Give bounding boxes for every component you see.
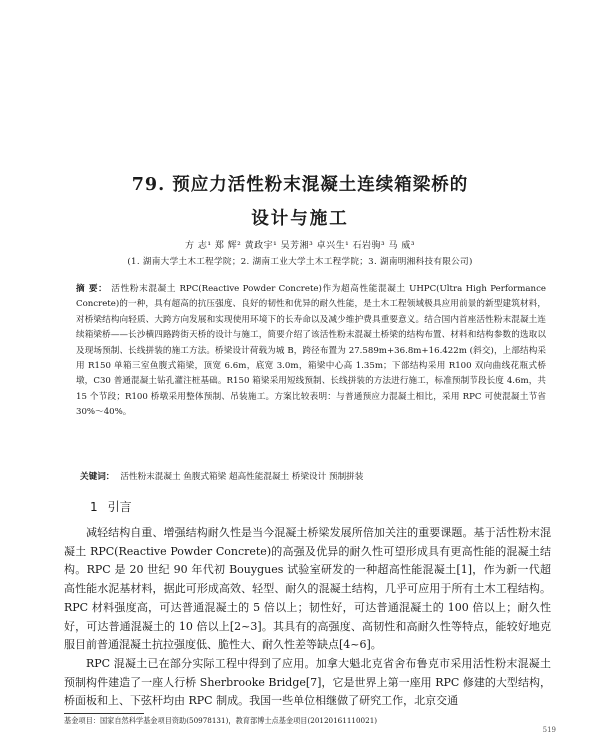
abstract-label: 摘 要： xyxy=(76,284,108,294)
page-number: 519 xyxy=(542,726,556,734)
abstract xyxy=(76,282,546,421)
abstract-text: 活性粉末混凝土 RPC(Reactive Powder Concrete)作为超高性能混凝土 UHPC(Ultra High Performance Concrete)的一种，具有超高的抗压强度、良好的韧性和优异的耐久性能，是土木工程领域极具应用前景的新型建筑材料，对桥梁结构向轻质、大跨方向发展和实现使用环境下的长寿命以及减少维护费具重要意义。结合国内首座活性粉末混凝土连续箱梁桥——长沙横四路跨街天桥的设计与施工，简要介绍了该活性粉末混凝土桥梁的结构布置、材料和结构参数的选取以及现场预制、长线拼装的施工方法。桥梁设计荷载为城 B，跨径布置为 27.589m+36.8m+16.422m (斜交)，上部结构采用 R150 单箱三室鱼腹式箱梁，顶宽 6.6m，底宽 3.0m，箱梁中心高 1.35m；下部结构采用 R100 双向曲线花瓶式桥墩，C30 普通混凝土钻孔灌注桩基础。R150 箱梁采用短线预制、长线拼装的方法进行施工，标准预制节段长度 4.6m，共 15 个节段；R100 桥墩采用整体预制、吊装施工。方案比较表明：与普通预应力混凝土相比，采用 RPC 可使混凝土节省 30%～40%。 xyxy=(76,284,546,418)
section-number: 1 xyxy=(90,500,98,514)
footnote-divider xyxy=(64,713,144,714)
paragraph: 减轻结构自重、增强结构耐久性是当今混凝土桥梁发展所倍加关注的重要课题。基于活性粉末混凝土 RPC(Reactive Powder Concrete)的高强及优异的耐久性可望形成具有更高性能的混凝土结构。RPC 是 20 世纪 90 年代初 Bouygues 试验室研发的一种超高性能混凝土[1]，作为新一代超高性能水泥基材料，据此可形成高效、轻型、耐久的混凝土结构，几乎可应用于所有土木工程结构。RPC 材料强度高，可达普通混凝土的 5 倍以上；韧性好，可达普通混凝土的 100 倍以上；耐久性好，可达普通混凝土的 10 倍以上[2~3]。其具有的高强度、高韧性和高耐久性等特点，能较好地克服目前普通混凝土抗拉强度低、脆性大、耐久性差等缺点[4~6]。 xyxy=(64,526,551,652)
author-list: 方 志¹ 郑 辉² 黄政宇¹ 吴芳湘³ 卓兴生¹ 石岩驹³ 马 威³ xyxy=(184,241,415,251)
affiliations: (1. 湖南大学土木工程学院；2. 湖南工业大学土木工程学院；3. 湖南明湘科技有限公司) xyxy=(127,257,473,267)
paper-title-line1: 79. 预应力活性粉末混凝土连续箱梁桥的 xyxy=(131,175,469,195)
section-title: 引言 xyxy=(107,500,132,514)
keywords-text: 活性粉末混凝土 鱼腹式箱梁 超高性能混凝土 桥梁设计 预制拼装 xyxy=(120,472,364,482)
paragraph: RPC 混凝土已在部分实际工程中得到了应用。加拿大魁北克省舍布鲁克市采用活性粉末混凝土预制构件建造了一座人行桥 Sherbrooke Bridge[7]，它是世界上第一座用 RPC 修建的大型结构，桥面板和上、下弦杆均由 RPC 制成。我国一些单位相继做了研究工作，北京交通 xyxy=(64,656,551,708)
footnote: 基金项目：国家自然科学基金项目资助(50978131)，教育部博士点基金项目(20120161110021) xyxy=(64,716,378,725)
paper-title-line2: 设计与施工 xyxy=(251,209,349,229)
keywords-label: 关键词： xyxy=(80,472,115,482)
keywords xyxy=(80,470,550,484)
section-heading xyxy=(90,498,132,515)
body-text xyxy=(64,524,551,711)
